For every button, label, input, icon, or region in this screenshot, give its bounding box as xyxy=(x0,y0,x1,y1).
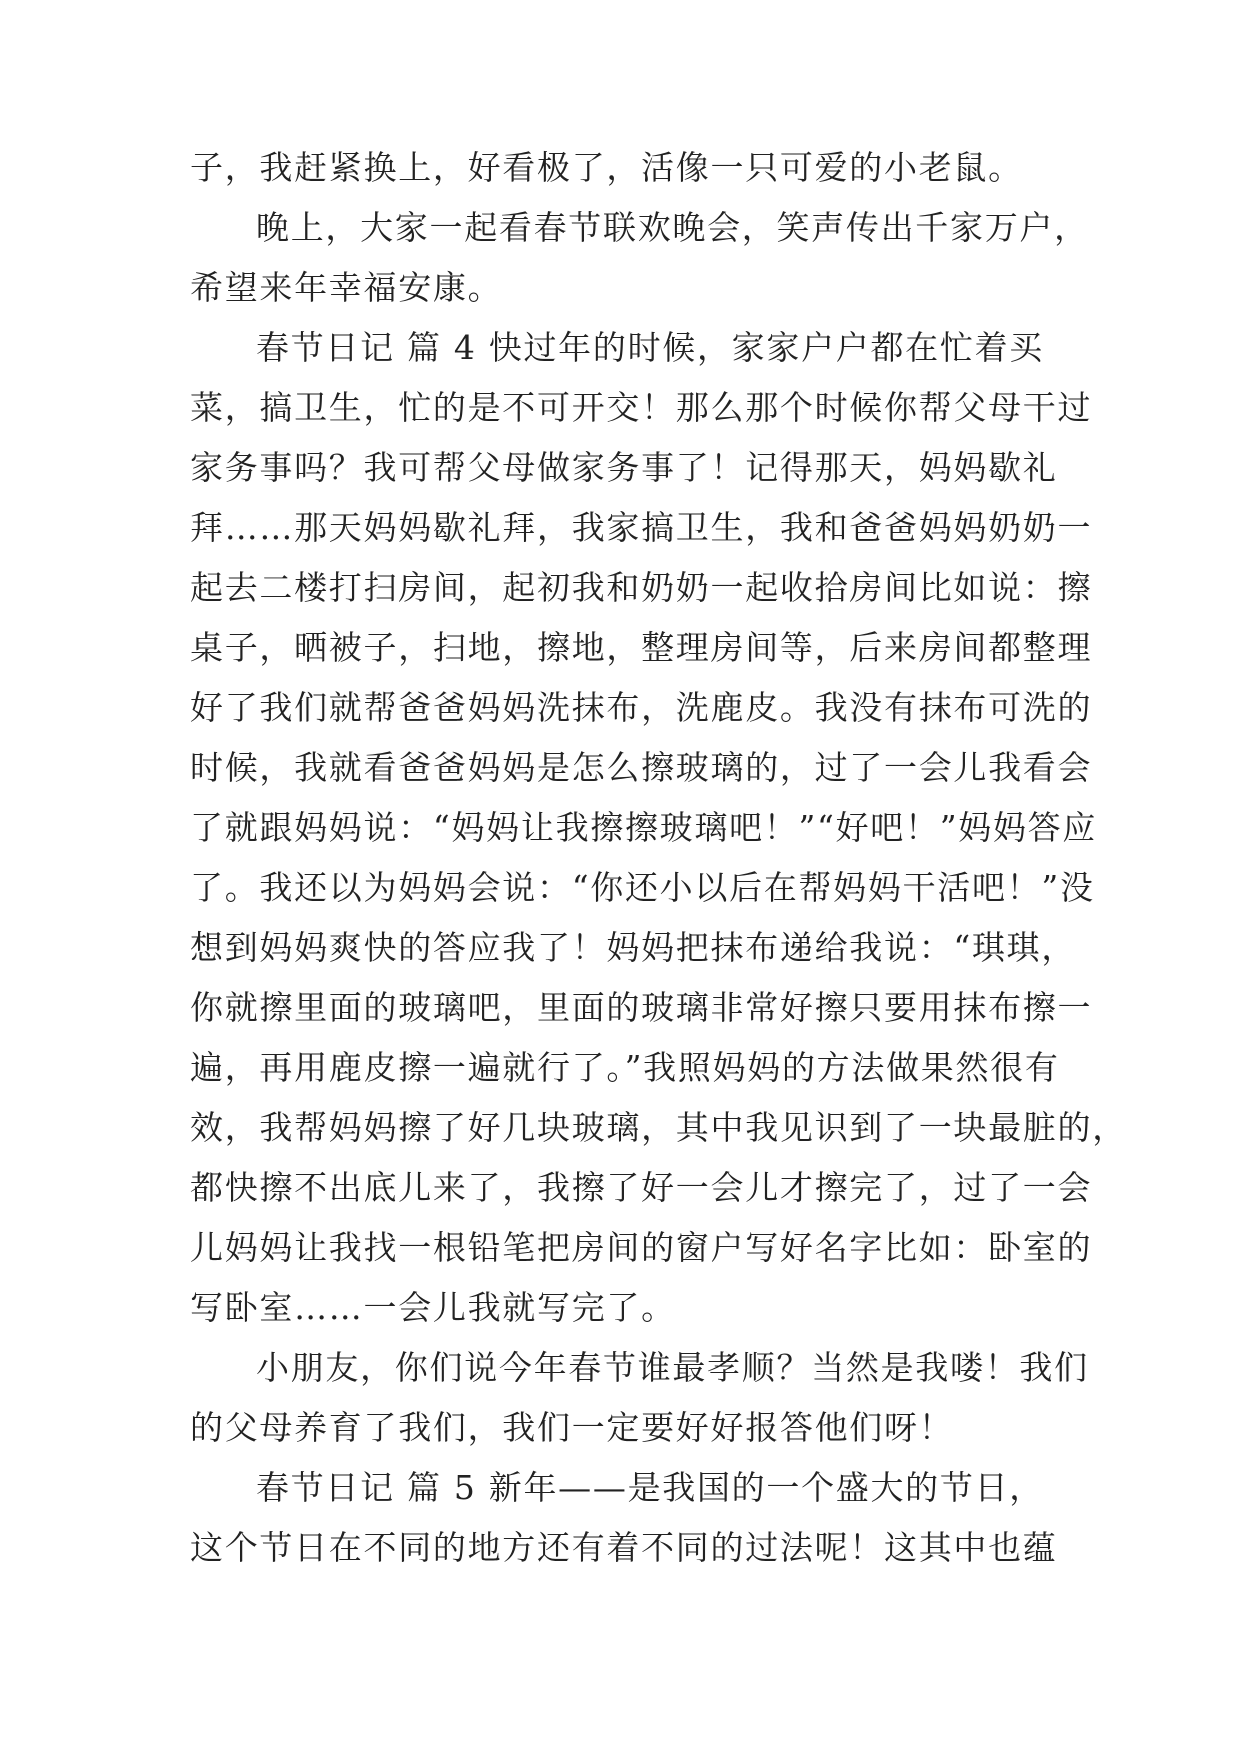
text-line: 菜，搞卫生，忙的是不可开交！那么那个时候你帮父母干过 xyxy=(190,388,1093,427)
text-line: 起去二楼打扫房间，起初我和奶奶一起收拾房间比如说：擦 xyxy=(190,568,1093,607)
text-line: 桌子，晒被子，扫地，擦地，整理房间等，后来房间都整理 xyxy=(190,628,1093,667)
text-line: 好了我们就帮爸爸妈妈洗抹布，洗鹿皮。我没有抹布可洗的 xyxy=(190,688,1093,727)
text-line: 的父母养育了我们，我们一定要好好报答他们呀！ xyxy=(190,1408,954,1447)
text-line: 儿妈妈让我找一根铅笔把房间的窗户写好名字比如：卧室的 xyxy=(190,1228,1093,1267)
text-line: 了。我还以为妈妈会说：“你还小以后在帮妈妈干活吧！”没 xyxy=(190,868,1095,907)
text-line: 家务事吗？我可帮父母做家务事了！记得那天，妈妈歇礼 xyxy=(190,448,1058,487)
text-line: 遍，再用鹿皮擦一遍就行了。”我照妈妈的方法做果然很有 xyxy=(190,1048,1060,1087)
text-line: 子，我赶紧换上，好看极了，活像一只可爱的小老鼠。 xyxy=(190,148,1023,187)
paragraph-start-line: 小朋友，你们说今年春节谁最孝顺？当然是我喽！我们 xyxy=(256,1348,1089,1387)
text-line: 时候，我就看爸爸妈妈是怎么擦玻璃的，过了一会儿我看会 xyxy=(190,748,1093,787)
diary-heading-line: 春节日记 篇 4 快过年的时候，家家户户都在忙着买 xyxy=(256,328,1044,367)
paragraph-start-line: 晚上，大家一起看春节联欢晚会，笑声传出千家万户， xyxy=(256,208,1089,247)
diary-heading-line: 春节日记 篇 5 新年——是我国的一个盛大的节日， xyxy=(256,1468,1044,1507)
text-line: 了就跟妈妈说：“妈妈让我擦擦玻璃吧！”“好吧！”妈妈答应 xyxy=(190,808,1098,847)
text-line: 这个节日在不同的地方还有着不同的过法呢！这其中也蕴 xyxy=(190,1528,1058,1567)
text-line: 想到妈妈爽快的答应我了！妈妈把抹布递给我说：“琪琪， xyxy=(190,928,1077,967)
text-line: 你就擦里面的玻璃吧，里面的玻璃非常好擦只要用抹布擦一 xyxy=(190,988,1093,1027)
text-line: 写卧室……一会儿我就写完了。 xyxy=(190,1288,676,1327)
text-line: 拜……那天妈妈歇礼拜，我家搞卫生，我和爸爸妈妈奶奶一 xyxy=(190,508,1093,547)
text-line: 都快擦不出底儿来了，我擦了好一会儿才擦完了，过了一会 xyxy=(190,1168,1093,1207)
text-line: 希望来年幸福安康。 xyxy=(190,268,503,307)
text-line: 效，我帮妈妈擦了好几块玻璃，其中我见识到了一块最脏的， xyxy=(190,1108,1127,1147)
